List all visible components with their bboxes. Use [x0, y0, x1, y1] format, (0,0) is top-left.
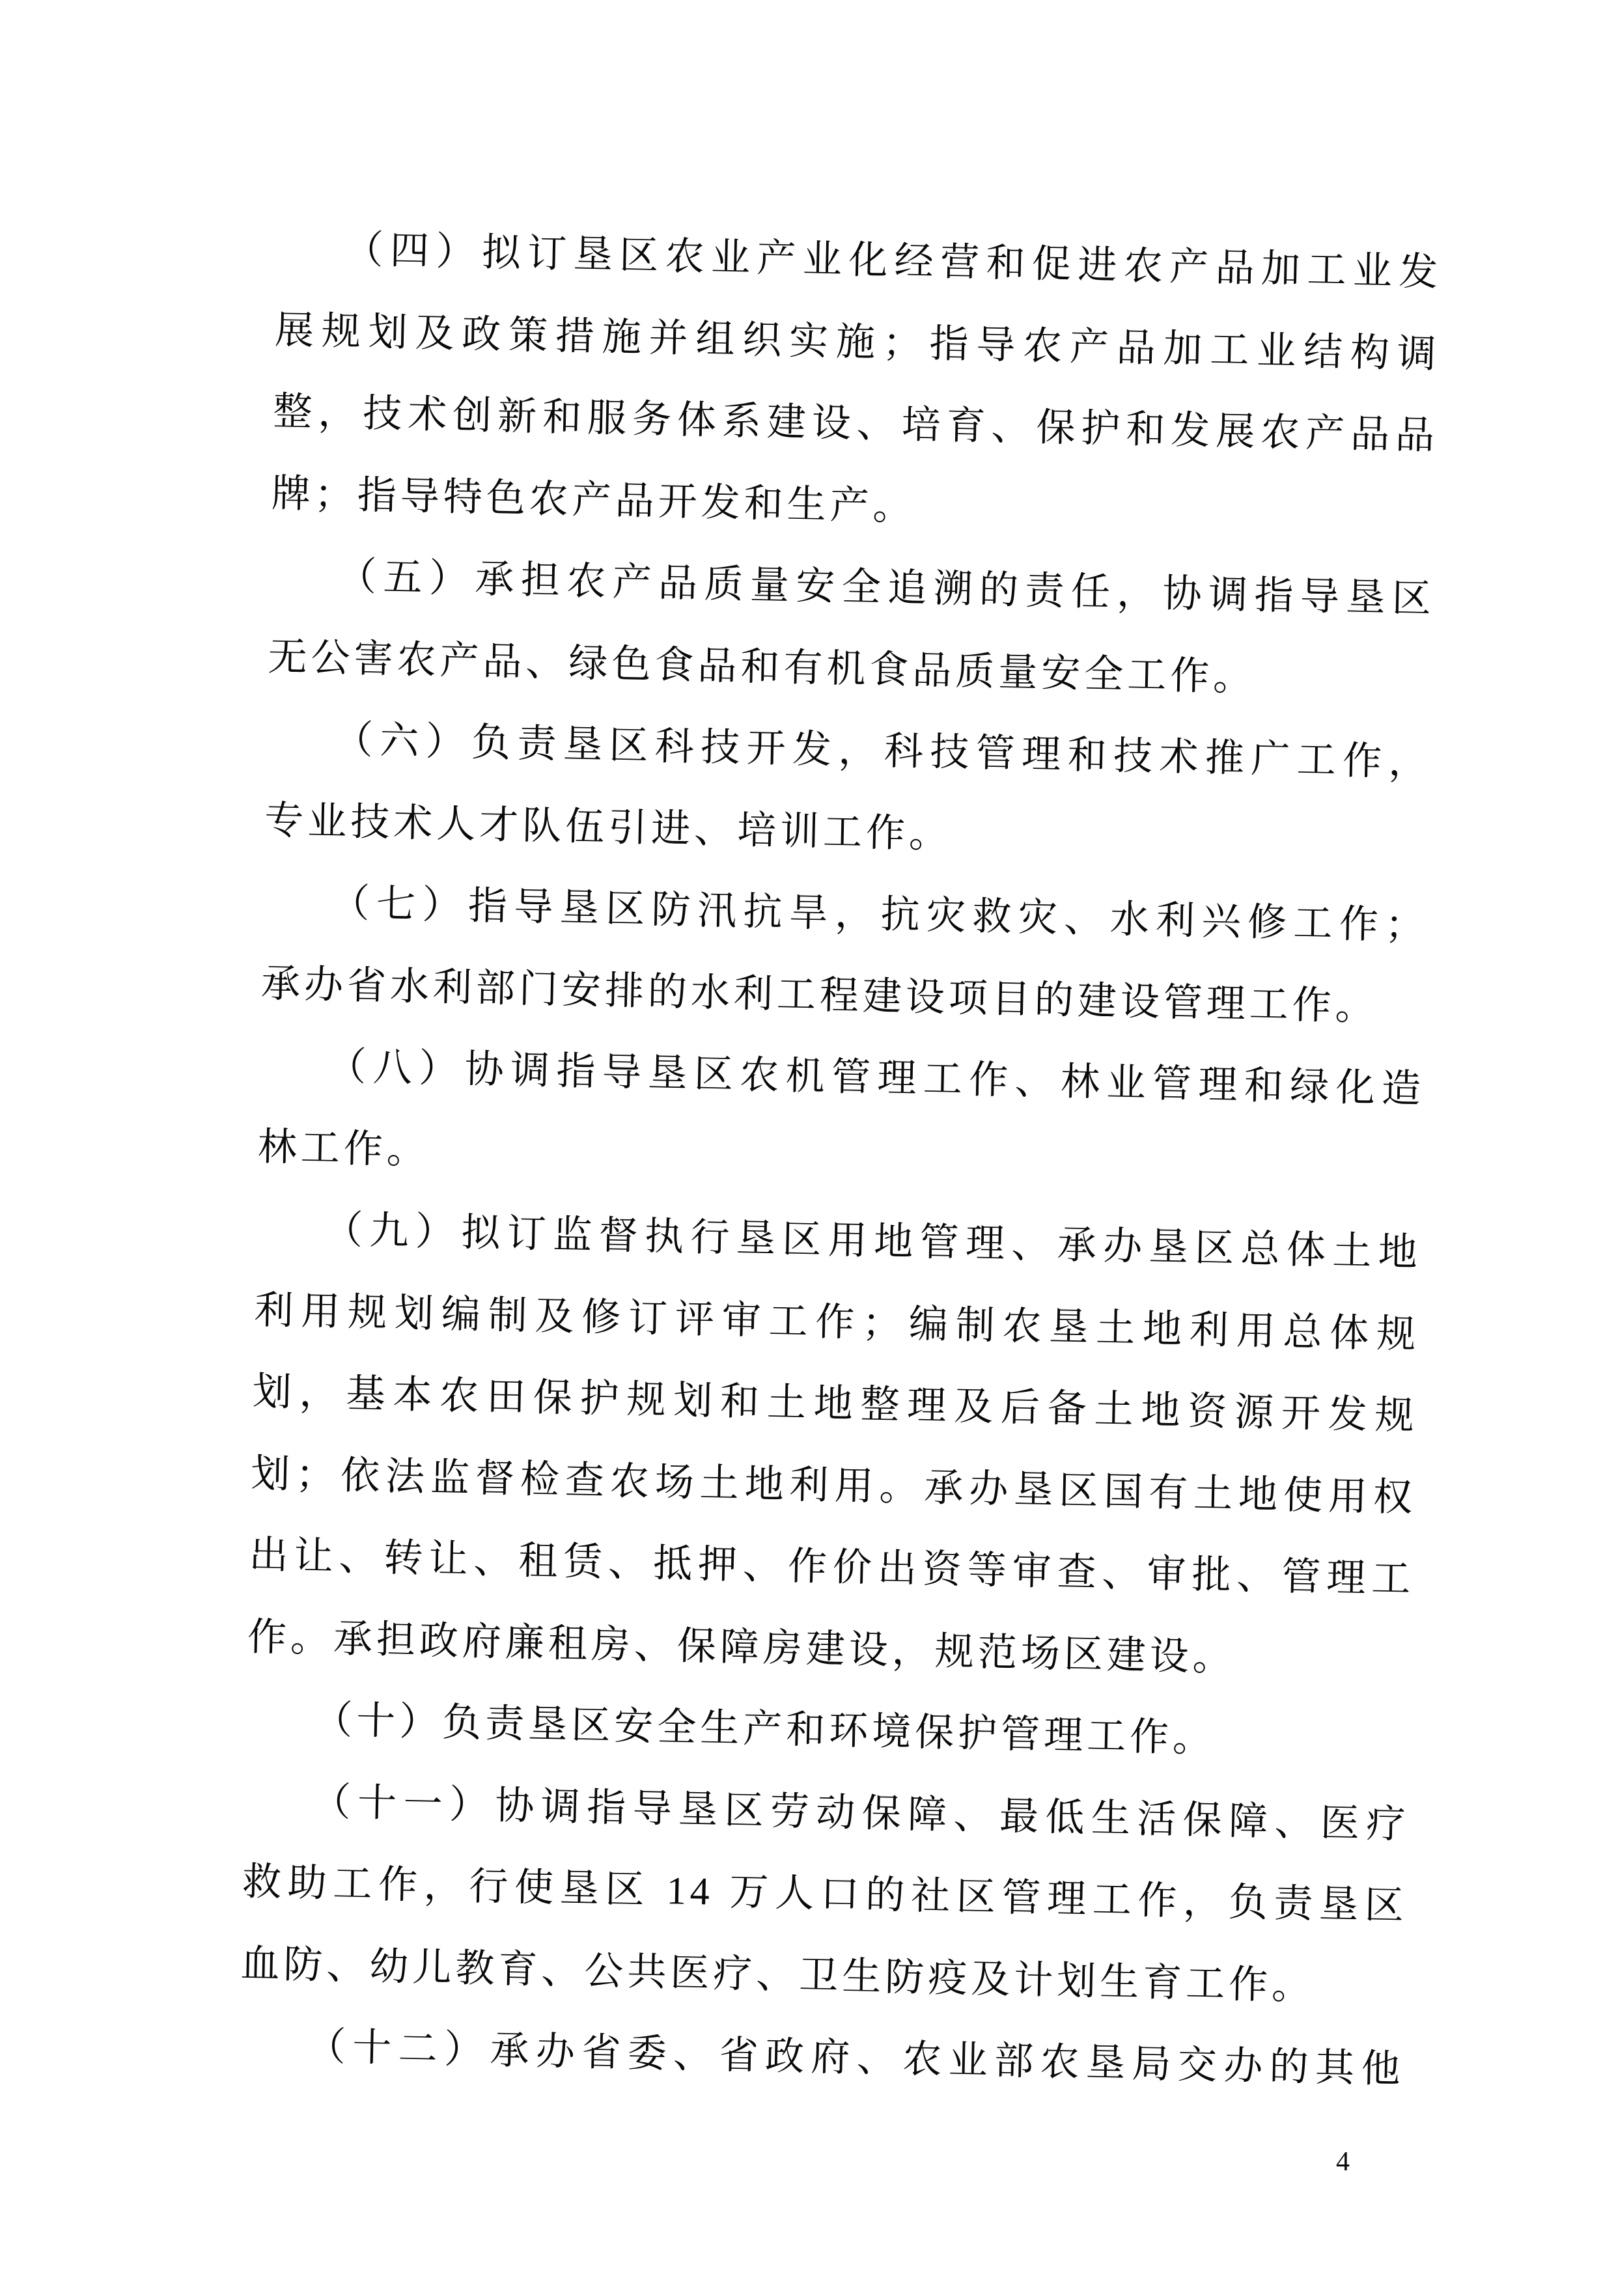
doc-line: （十二）承办省委、省政府、农业部农垦局交办的其他 — [306, 2025, 1405, 2091]
doc-line: （八）协调指导垦区农机管理工作、林业管理和绿化造 — [326, 1044, 1425, 1111]
paragraph-item-5 — [267, 534, 1436, 722]
doc-line: 牌；指导特色农产品开发和生产。 — [271, 471, 917, 529]
doc-line: （七）指导垦区防汛抗旱，抗灾救灾、水利兴修工作； — [329, 881, 1428, 948]
doc-line: 血防、幼儿教育、公共医疗、卫生防疫及计划生育工作。 — [240, 1941, 1315, 2008]
doc-line: 利用规划编制及修订评审工作；编制农垦土地利用总体规 — [253, 1288, 1420, 1356]
document-body — [238, 208, 1443, 2110]
paragraph-item-7 — [260, 861, 1429, 1049]
doc-line: 出让、转让、租赁、抵押、作价出资等审查、审批、管理工 — [248, 1533, 1415, 1601]
doc-line: （六）负责垦区科技开发，科技管理和技术推广工作， — [333, 718, 1432, 784]
doc-line: 作。承担政府廉租房、保障房建设，规范场区建设。 — [247, 1615, 1236, 1679]
paragraph-item-6 — [264, 698, 1432, 885]
doc-line: 划；依法监督检查农场土地利用。承办垦区国有土地使用权 — [250, 1452, 1417, 1519]
doc-line: （十）负责垦区安全生产和环境保护管理工作。 — [313, 1698, 1216, 1760]
paragraph-item-8 — [257, 1025, 1425, 1212]
doc-line: （五）承担农产品质量安全追溯的责任，协调指导垦区 — [337, 555, 1436, 621]
paragraph-item-4 — [270, 208, 1442, 559]
page-number: 4 — [1336, 2147, 1350, 2177]
doc-line: 划，基本农田保护规划和土地整理及后备土地资源开发规 — [252, 1370, 1419, 1438]
paragraph-item-11 — [240, 1760, 1410, 2029]
doc-line: 无公害农产品、绿色食品和有机食品质量安全工作。 — [267, 635, 1257, 699]
paragraph-item-9 — [247, 1188, 1422, 1702]
doc-line: （四）拟订垦区农业产业化经营和促进农产品加工业发 — [343, 228, 1442, 294]
doc-line: 整，技术创新和服务体系建设、培育、保护和发展农产品品 — [272, 389, 1439, 458]
doc-line: 救助工作，行使垦区 14 万人口的社区管理工作，负责垦区 — [242, 1860, 1408, 1928]
doc-line: 承办省水利部门安排的水利工程建设项目的建设管理工作。 — [260, 961, 1379, 1029]
doc-line: 展规划及政策措施并组织实施；指导农产品加工业结构调 — [274, 308, 1441, 376]
doc-line: 专业技术人才队伍引进、培训工作。 — [264, 798, 953, 856]
doc-line: （十一）协调指导垦区劳动保障、最低生活保障、医疗 — [311, 1780, 1410, 1846]
doc-line: 林工作。 — [257, 1125, 430, 1172]
doc-line: （九）拟订监督执行垦区用地管理、承办垦区总体土地 — [323, 1208, 1422, 1275]
